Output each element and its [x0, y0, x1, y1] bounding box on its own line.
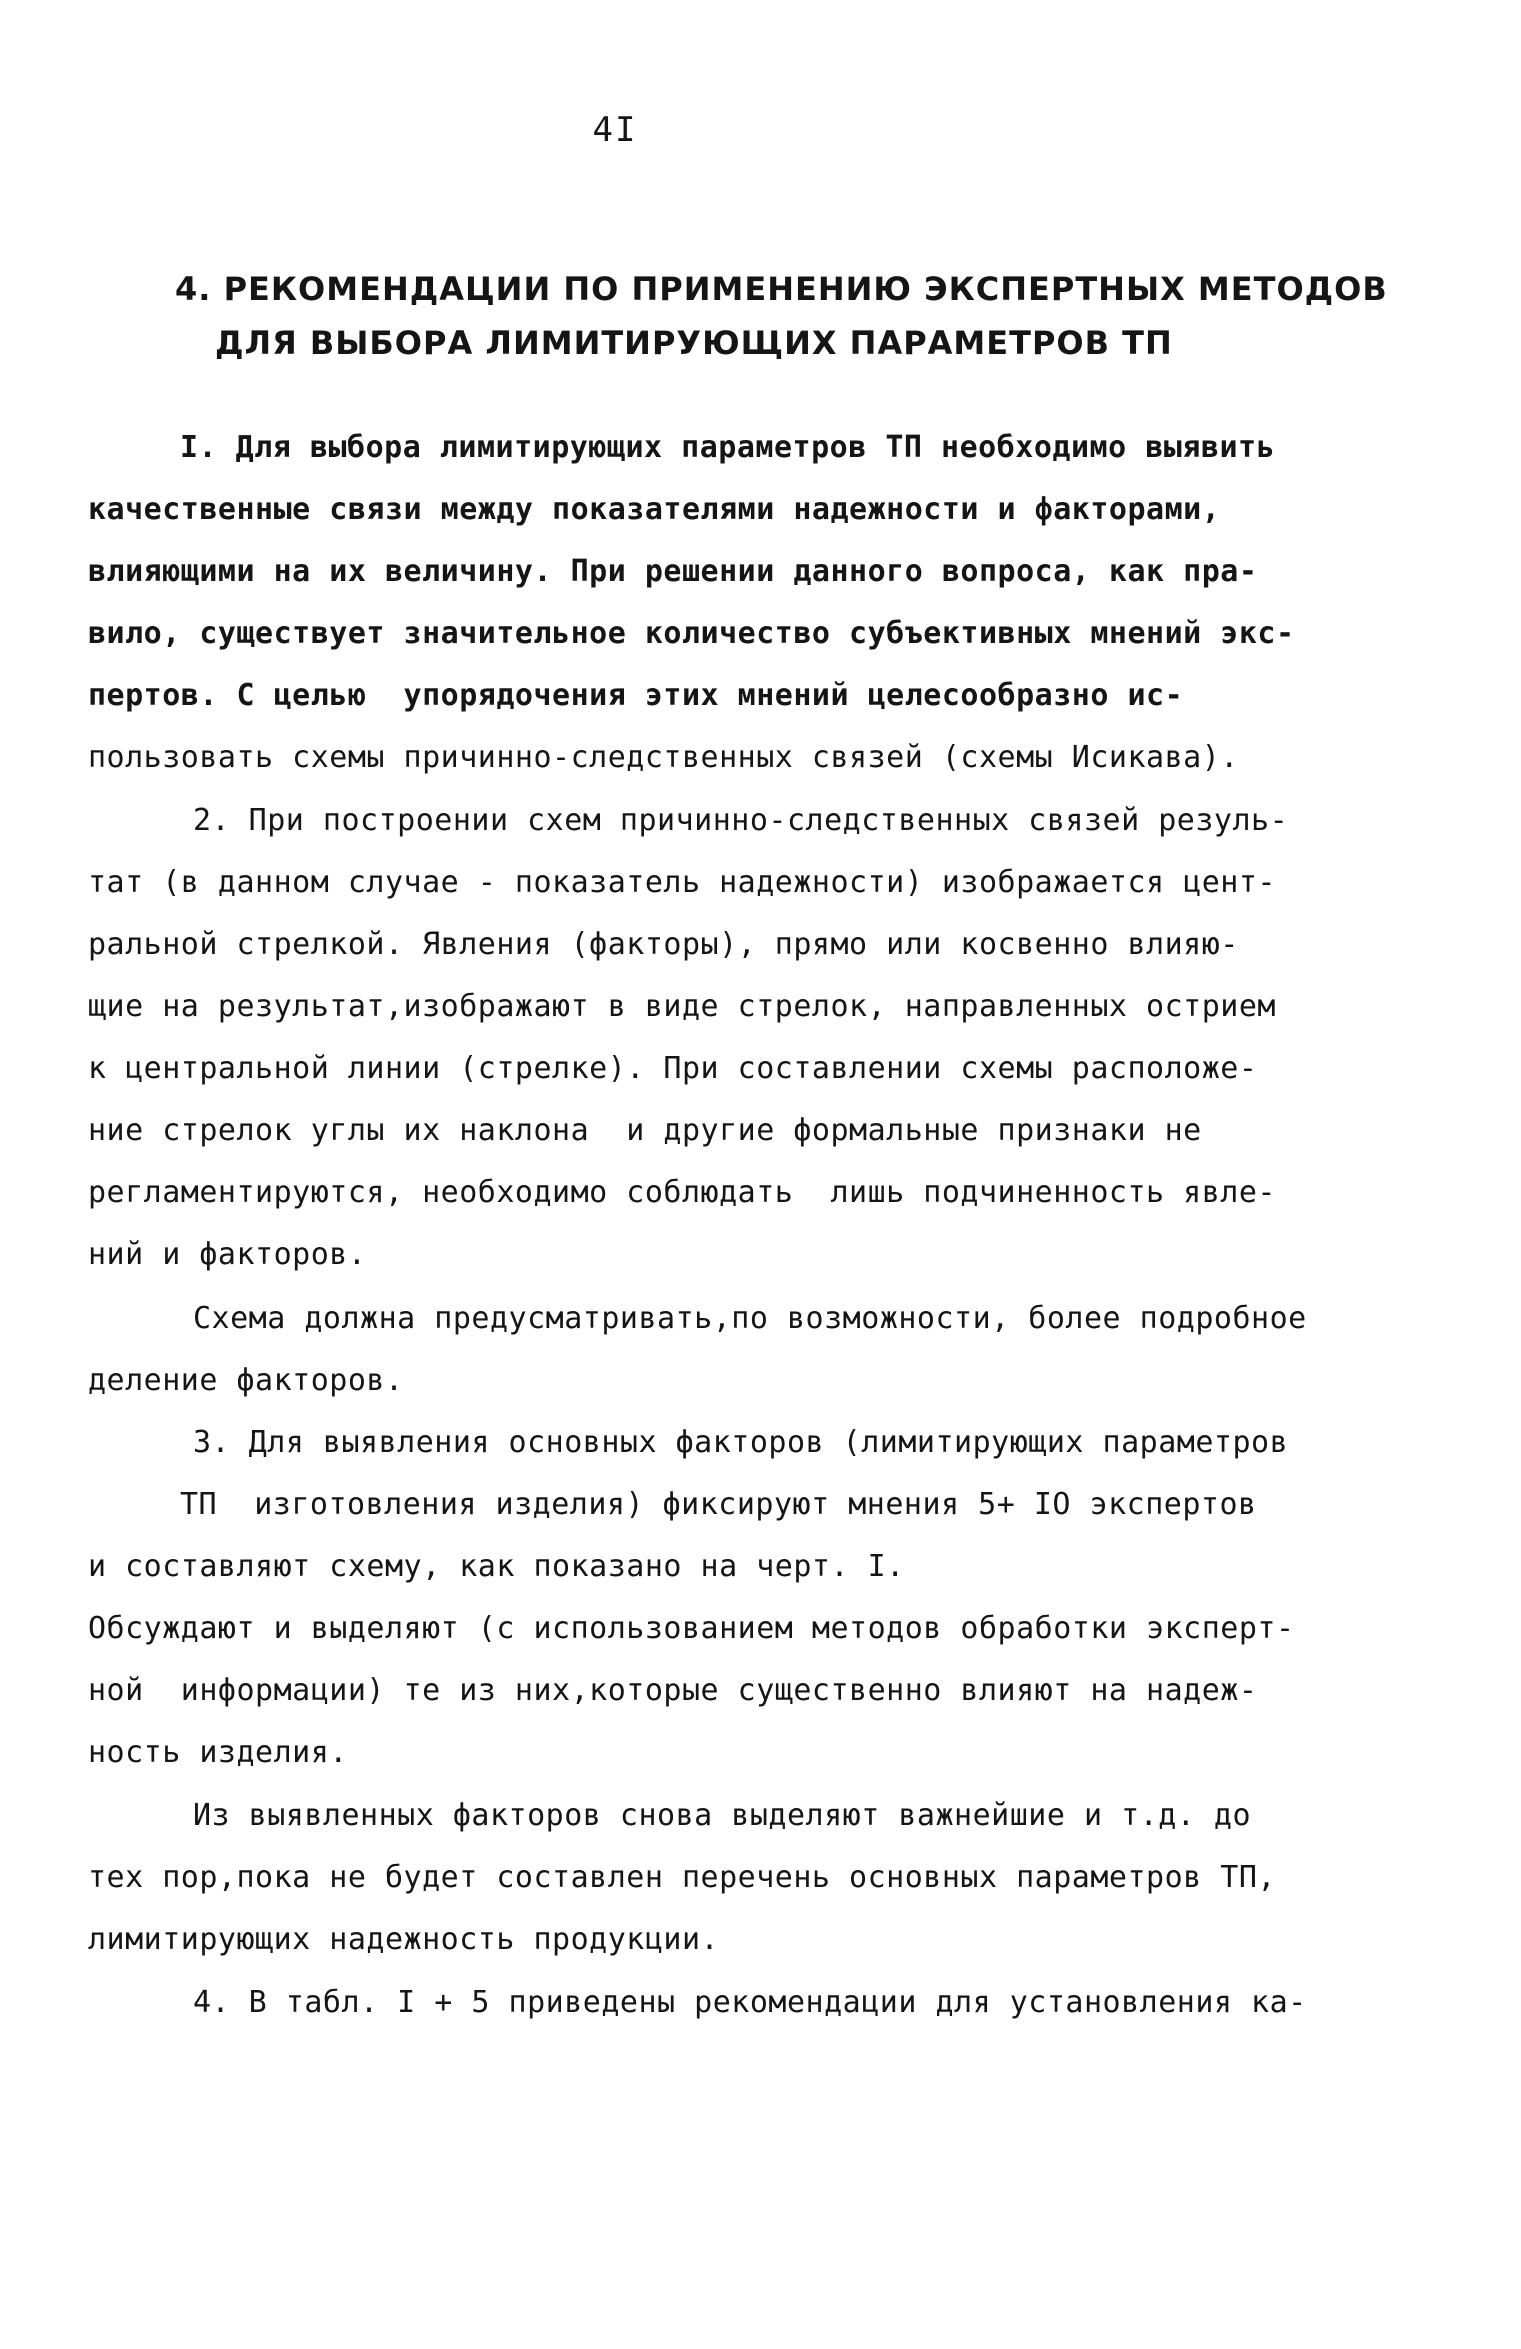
- section-title-line-1: 4. РЕКОМЕНДАЦИИ ПО ПРИМЕНЕНИЮ ЭКСПЕРТНЫХ МЕТОДОВ: [175, 270, 1388, 308]
- paragraph-4: [88, 1412, 1338, 1784]
- text-line: ной информации) те из них,которые существенно влияют на надеж-: [88, 1673, 1258, 1708]
- text-line: ральной стрелкой. Явления (факторы), прямо или косвенно влияю-: [88, 927, 1239, 962]
- text-line: деление факторов.: [88, 1363, 404, 1398]
- text-line: и составляют схему, как показано на черт. I.: [88, 1549, 905, 1584]
- text-line: ность изделия.: [88, 1735, 348, 1770]
- text-line: ние стрелок углы их наклона и другие формальные признаки не: [88, 1113, 1202, 1148]
- text-line: Обсуждают и выделяют (с использованием методов обработки эксперт-: [88, 1611, 1295, 1646]
- text-line: Схема должна предусматривать,по возможности, более подробное: [193, 1301, 1307, 1336]
- text-line: щие на результат,изображают в виде стрелок, направленных острием: [88, 989, 1276, 1024]
- text-line: ТП изготовления изделия) фиксируют мнения 5+ IO экспертов: [180, 1487, 1257, 1522]
- section-title: [175, 262, 1388, 370]
- text-line: влияющими на их величину. При решении данного вопроса, как пра-: [88, 554, 1258, 589]
- section-title-line-2: ДЛЯ ВЫБОРА ЛИМИТИРУЮЩИХ ПАРАМЕТРОВ ТП: [215, 324, 1173, 362]
- text-line: вило, существует значительное количество субъективных мнений экс-: [88, 616, 1295, 651]
- text-line: тех пор,пока не будет составлен перечень основных параметров ТП,: [88, 1860, 1276, 1895]
- paragraph-1: [88, 417, 1338, 789]
- text-line: пользовать схемы причинно-следственных связей (схемы Исикава).: [88, 740, 1239, 775]
- page-number: 4I: [592, 110, 638, 150]
- paragraph-5: [88, 1785, 1338, 1971]
- text-line: 3. Для выявления основных факторов (лимитирующих параметров: [193, 1425, 1289, 1460]
- text-line: 4. В табл. I + 5 приведены рекомендации для установления ка-: [193, 1985, 1307, 2020]
- text-line: к центральной линии (стрелке). При составлении схемы расположе-: [88, 1051, 1258, 1086]
- paragraph-2: [88, 790, 1338, 1286]
- text-line: лимитирующих надежность продукции.: [88, 1922, 720, 1957]
- text-line: качественные связи между показателями надежности и факторами,: [88, 492, 1221, 527]
- text-line: тат (в данном случае - показатель надежности) изображается цент-: [88, 865, 1276, 900]
- text-line: Из выявленных факторов снова выделяют важнейшие и т.д. до: [193, 1798, 1252, 1833]
- text-line: I. Для выбора лимитирующих параметров ТП необходимо выявить: [180, 430, 1276, 465]
- paragraph-3: [88, 1288, 1338, 1412]
- text-line: регламентируются, необходимо соблюдать лишь подчиненность явле-: [88, 1175, 1276, 1210]
- text-line: пертов. С целью упорядочения этих мнений целесообразно ис-: [88, 678, 1184, 713]
- paragraph-6: [88, 1972, 1338, 2034]
- text-line: 2. При построении схем причинно-следственных связей резуль-: [193, 803, 1289, 838]
- text-line: ний и факторов.: [88, 1237, 367, 1272]
